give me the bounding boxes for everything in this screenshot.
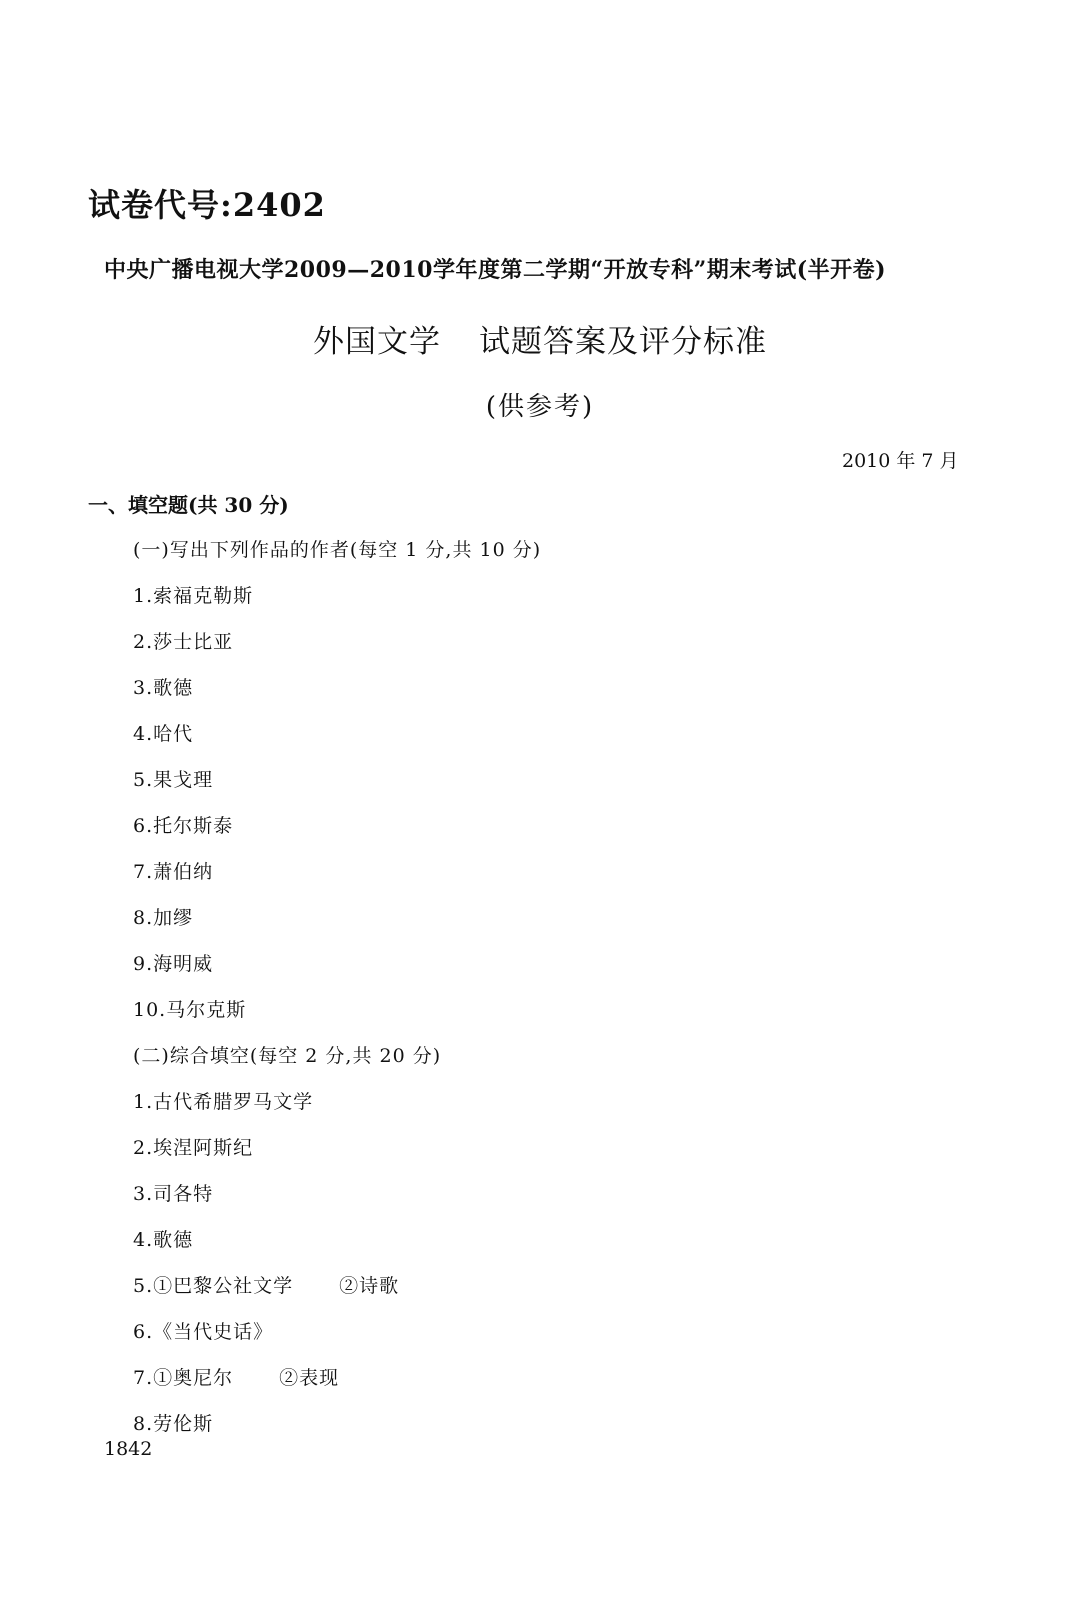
list-item-double (133, 1363, 339, 1390)
list-item: 2.埃涅阿斯纪 (133, 1137, 254, 1159)
answer-second: ②诗歌 (339, 1275, 400, 1297)
list-item: 1.索福克勒斯 (133, 585, 254, 607)
list-item: 6.《当代史话》 (133, 1321, 274, 1343)
title-description: 试题答案及评分标准 (479, 324, 767, 360)
list-item: 10.马尔克斯 (133, 999, 247, 1021)
title-subject: 外国文学 (313, 324, 441, 360)
document-subtitle: (供参考) (485, 392, 595, 422)
list-item: 4.歌德 (133, 1229, 194, 1251)
document-date: 2010 年 7 月 (842, 450, 959, 472)
part2-heading: (二)综合填空(每空 2 分,共 20 分) (133, 1045, 442, 1067)
answer-first: 5.①巴黎公社文学 (133, 1275, 294, 1297)
document-title (0, 316, 1080, 361)
list-item: 6.托尔斯泰 (133, 815, 234, 837)
list-item-double (133, 1271, 399, 1298)
list-item: 8.劳伦斯 (133, 1413, 214, 1435)
paper-code: 试卷代号:2402 (88, 186, 326, 224)
list-item: 1.古代希腊罗马文学 (133, 1091, 314, 1113)
list-item: 2.莎士比亚 (133, 631, 234, 653)
list-item: 8.加缪 (133, 907, 194, 929)
list-item: 4.哈代 (133, 723, 194, 745)
part1-heading: (一)写出下列作品的作者(每空 1 分,共 10 分) (133, 539, 542, 561)
list-item: 3.歌德 (133, 677, 194, 699)
answer-second: ②表现 (279, 1367, 340, 1389)
page-number: 1842 (104, 1438, 153, 1460)
list-item: 7.萧伯纳 (133, 861, 214, 883)
list-item: 9.海明威 (133, 953, 214, 975)
list-item: 5.果戈理 (133, 769, 214, 791)
answer-first: 7.①奥尼尔 (133, 1367, 234, 1389)
exam-header: 中央广播电视大学2009—2010学年度第二学期“开放专科”期末考试(半开卷) (104, 257, 887, 283)
section1-heading: 一、填空题(共 30 分) (88, 493, 289, 517)
list-item: 3.司各特 (133, 1183, 214, 1205)
